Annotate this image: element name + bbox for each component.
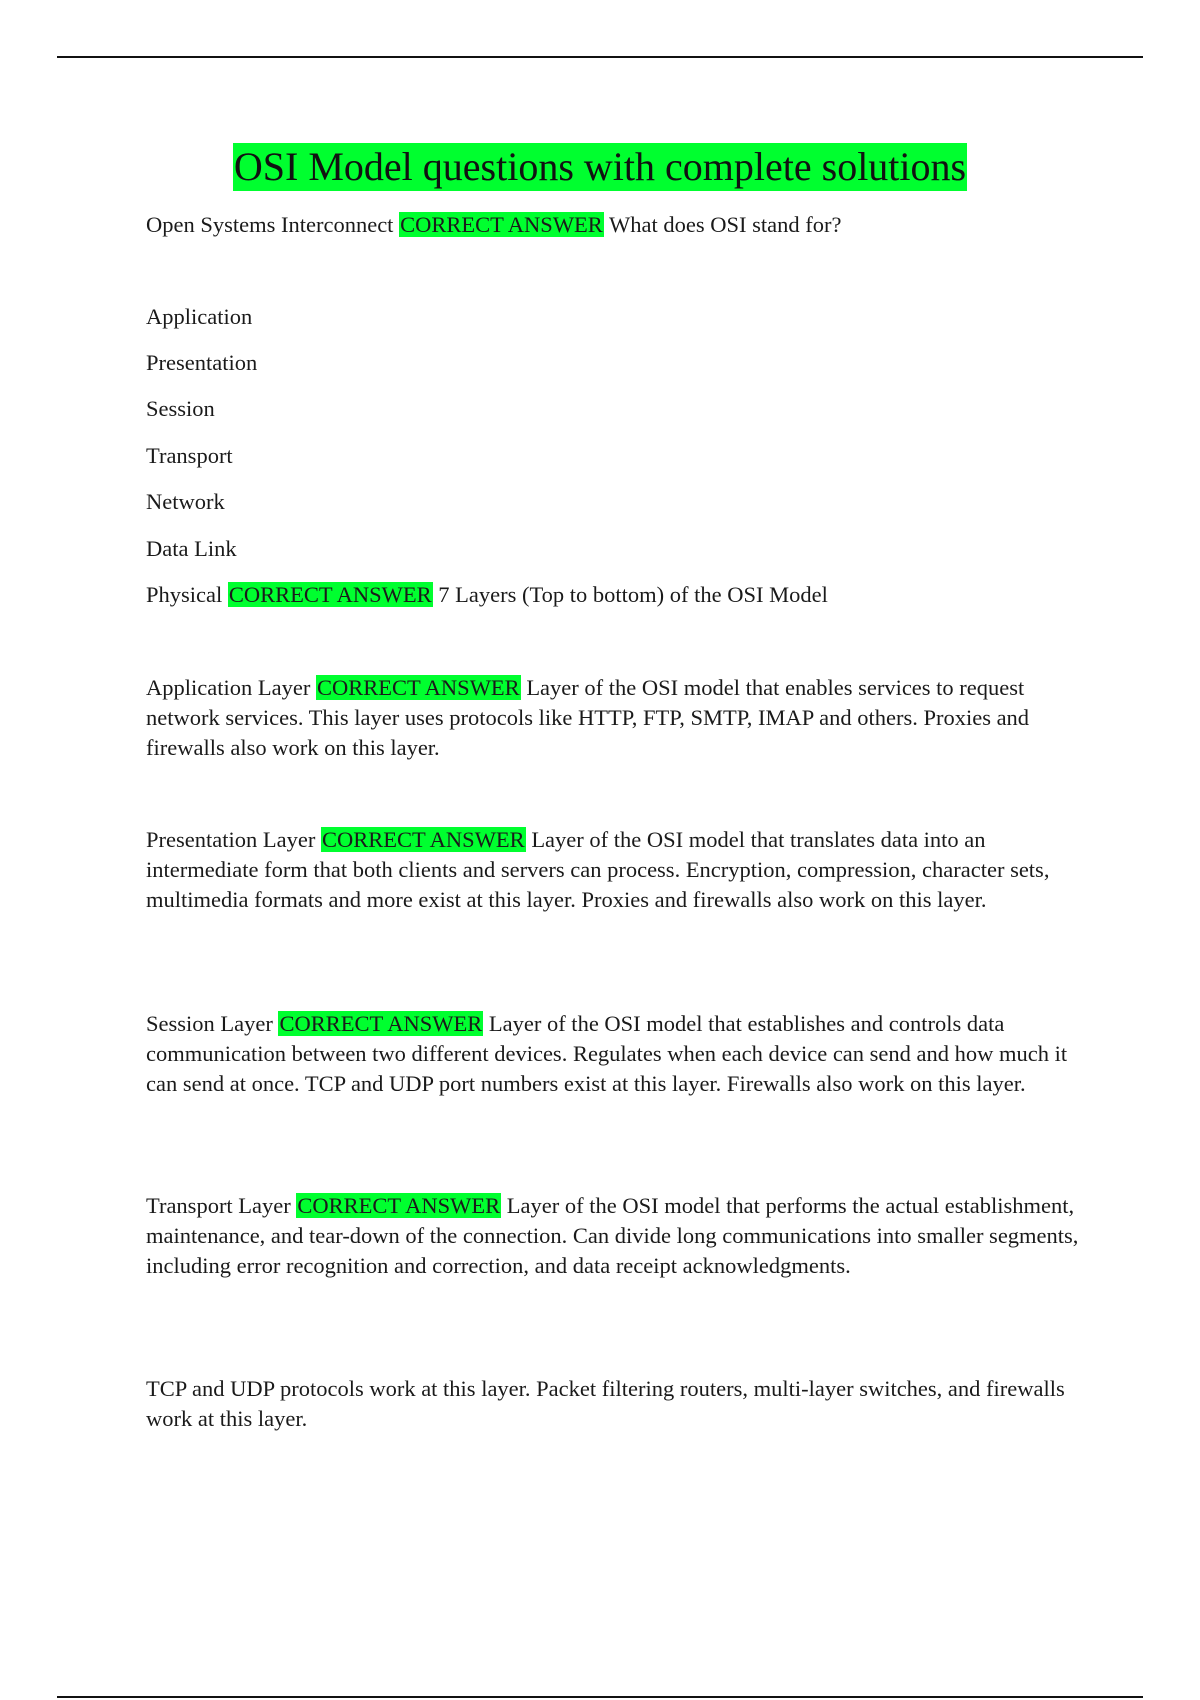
entry-definition: Layer of the OSI model that performs the actual establishment, maintenance, and tear-down of the connection. Can divide long communications into smaller segments, including error recognition and correction, and data receipt acknowledgments.	[146, 1193, 1079, 1278]
title-container	[0, 143, 1200, 191]
entry-definition: 7 Layers (Top to bottom) of the OSI Model	[438, 582, 828, 607]
correct-answer-marker: CORRECT ANSWER	[321, 827, 525, 852]
qa-entry	[146, 210, 1086, 240]
entry-term: Physical	[146, 582, 223, 607]
entry-term: Application Layer	[146, 675, 311, 700]
entry-term: Session Layer	[146, 1011, 273, 1036]
entry-definition: Layer of the OSI model that enables services to request network services. This layer uses protocols like HTTP, FTP, SMTP, IMAP and others. Proxies and firewalls also work on this layer.	[146, 675, 1030, 760]
footer-rule	[57, 1696, 1143, 1698]
list-item: Network	[146, 489, 225, 514]
entry-definition: What does OSI stand for?	[609, 212, 842, 237]
correct-answer-marker: CORRECT ANSWER	[297, 1193, 501, 1218]
qa-entry	[146, 1191, 1086, 1281]
correct-answer-marker: CORRECT ANSWER	[400, 212, 603, 237]
entry-definition: Layer of the OSI model that translates data into an intermediate form that both clients and servers can process. Encryption, compression, character sets, multimedia formats and more exist at this layer. Proxies and firewalls also work on this layer.	[146, 827, 1050, 912]
entry-term: Transport Layer	[146, 1193, 291, 1218]
list-item: Application	[146, 304, 253, 329]
correct-answer-marker: CORRECT ANSWER	[279, 1011, 483, 1036]
qa-entry	[146, 673, 1086, 763]
list-item: Session	[146, 396, 215, 421]
correct-answer-marker: CORRECT ANSWER	[316, 675, 520, 700]
entry-term: Presentation Layer	[146, 827, 316, 852]
closing-paragraph: TCP and UDP protocols work at this layer. Packet filtering routers, multi-layer switches, and firewalls work at this layer.	[146, 1376, 1065, 1431]
list-item: Transport	[146, 443, 233, 468]
qa-entry	[146, 1009, 1086, 1099]
qa-entry	[146, 580, 1086, 610]
correct-answer-marker: CORRECT ANSWER	[228, 582, 432, 607]
entry-term: Open Systems Interconnect	[146, 212, 394, 237]
document-title: OSI Model questions with complete solutions	[233, 144, 967, 189]
header-rule	[57, 56, 1143, 58]
entry-definition: Layer of the OSI model that establishes and controls data communication between two different devices. Regulates when each device can send and how much it can send at once. TCP and UDP port numbers exist at this layer. Firewalls also work on this layer.	[146, 1011, 1068, 1096]
qa-entry	[146, 825, 1086, 915]
list-item: Data Link	[146, 536, 237, 561]
list-item: Presentation	[146, 350, 258, 375]
